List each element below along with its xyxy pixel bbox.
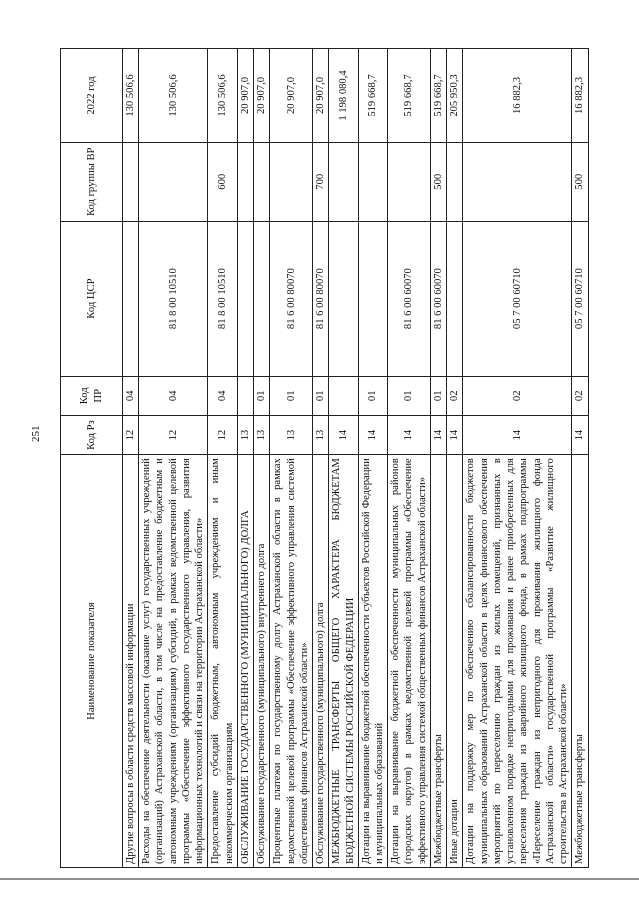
cell-year: 519 668,7 xyxy=(388,49,431,143)
cell-year: 16 882,3 xyxy=(572,49,588,143)
cell-year: 20 907,0 xyxy=(313,49,329,143)
cell-csr xyxy=(447,221,463,376)
table-row xyxy=(313,49,329,868)
table-row xyxy=(447,49,463,868)
cell-vr xyxy=(329,142,358,221)
cell-vr xyxy=(447,142,463,221)
cell-name: Другие вопросы в области средств массовой информации xyxy=(123,455,139,868)
cell-vr xyxy=(139,142,208,221)
cell-rz: 13 xyxy=(313,415,329,454)
cell-year: 20 907,0 xyxy=(237,49,253,143)
cell-year: 20 907,0 xyxy=(270,49,313,143)
cell-name: ОБСЛУЖИВАНИЕ ГОСУДАРСТВЕННОГО (МУНИЦИПАЛЬНОГО) ДОЛГА xyxy=(237,455,253,868)
cell-vr xyxy=(270,142,313,221)
cell-name: Дотации на выравнивание бюджетной обеспеченности субъектов Российской Федерации и муниципальных образований xyxy=(358,455,387,868)
cell-pr: 02 xyxy=(463,376,572,415)
cell-year: 519 668,7 xyxy=(430,49,446,143)
cell-pr: 01 xyxy=(270,376,313,415)
budget-table xyxy=(60,48,589,868)
table-row xyxy=(463,49,572,868)
scan-edge-line xyxy=(0,878,639,880)
rotated-table-wrapper xyxy=(60,48,586,868)
cell-csr: 81 8 00 10510 xyxy=(208,221,237,376)
cell-rz: 13 xyxy=(254,415,270,454)
header-csr: Код ЦСР xyxy=(61,221,123,376)
cell-year: 130 506,6 xyxy=(139,49,208,143)
cell-csr xyxy=(254,221,270,376)
cell-vr: 700 xyxy=(313,142,329,221)
table-row xyxy=(270,49,313,868)
cell-pr: 01 xyxy=(254,376,270,415)
cell-csr: 81 8 00 10510 xyxy=(139,221,208,376)
cell-year: 205 950,3 xyxy=(447,49,463,143)
cell-rz: 14 xyxy=(572,415,588,454)
cell-pr: 01 xyxy=(430,376,446,415)
cell-name: Иные дотации xyxy=(447,455,463,868)
cell-csr: 81 6 00 60070 xyxy=(388,221,431,376)
cell-name: Межбюджетные трансферты xyxy=(430,455,446,868)
cell-rz: 14 xyxy=(388,415,431,454)
cell-vr: 600 xyxy=(208,142,237,221)
cell-name: Расходы на обеспечение деятельности (оказание услуг) государственных учреждений (организаций) Астраханской области, в том числе на предоставление бюджетным и автономным учреждениям (организациям) субсидий, в рамках ведомственной целевой программы «Обеспечение эффективного государственного управления, развития информационных технологий и связи на территории Астраханской области» xyxy=(139,455,208,868)
cell-pr xyxy=(237,376,253,415)
cell-year: 130 506,6 xyxy=(208,49,237,143)
table-row xyxy=(388,49,431,868)
cell-pr: 01 xyxy=(358,376,387,415)
cell-vr xyxy=(388,142,431,221)
table-row xyxy=(430,49,446,868)
table-row xyxy=(123,49,139,868)
cell-year: 1 198 080,4 xyxy=(329,49,358,143)
cell-csr: 81 6 00 60070 xyxy=(430,221,446,376)
cell-vr: 500 xyxy=(430,142,446,221)
cell-rz: 14 xyxy=(447,415,463,454)
header-rz: Код Рз xyxy=(61,415,123,454)
cell-csr xyxy=(123,221,139,376)
cell-csr: 81 6 00 80070 xyxy=(313,221,329,376)
cell-vr xyxy=(358,142,387,221)
cell-name: Дотации на выравнивание бюджетной обеспеченности муниципальных районов (городских округов) в рамках ведомственной целевой программы «Обеспечение эффективного управления системой общественных финансов Астраханской области» xyxy=(388,455,431,868)
cell-pr: 02 xyxy=(572,376,588,415)
cell-rz: 14 xyxy=(463,415,572,454)
table-row xyxy=(254,49,270,868)
cell-pr: 01 xyxy=(388,376,431,415)
cell-name: Обслуживание государственного (муниципального) долга xyxy=(313,455,329,868)
cell-pr: 04 xyxy=(208,376,237,415)
cell-csr xyxy=(358,221,387,376)
page-number: 251 xyxy=(30,425,42,442)
cell-rz: 12 xyxy=(123,415,139,454)
table-row xyxy=(139,49,208,868)
header-name: Наименование показателя xyxy=(61,455,123,868)
cell-csr xyxy=(237,221,253,376)
cell-name: Дотации на поддержку мер по обеспечению сбалансированности бюджетов муниципальных образований Астраханской области в целях финансового обеспечения мероприятий по переселению граждан из жилых помещений, признанных в установленном порядке непригодными для проживания и ранее приобретенных для переселения граждан из аварийного жилищного фонда, в рамках подпрограммы «Переселение граждан из непригодного для проживания жилищного фонда Астраханской области» государственной программы «Развитие жилищного строительства в Астраханской области» xyxy=(463,455,572,868)
cell-csr: 05 7 00 60710 xyxy=(572,221,588,376)
cell-name: Обслуживание государственного (муниципального) внутреннего долга xyxy=(254,455,270,868)
cell-rz: 12 xyxy=(208,415,237,454)
cell-csr: 81 6 00 80070 xyxy=(270,221,313,376)
header-vr: Код группы ВР xyxy=(61,142,123,221)
table-row xyxy=(208,49,237,868)
cell-pr: 02 xyxy=(447,376,463,415)
cell-year: 20 907,0 xyxy=(254,49,270,143)
cell-name: Процентные платежи по государственному долгу Астраханской области в рамках ведомственной целевой программы «Обеспечение эффективного управления системой общественных финансов Астраханской области» xyxy=(270,455,313,868)
cell-pr: 04 xyxy=(139,376,208,415)
table-row xyxy=(358,49,387,868)
table-row xyxy=(572,49,588,868)
cell-name: МЕЖБЮДЖЕТНЫЕ ТРАНСФЕРТЫ ОБЩЕГО ХАРАКТЕРА БЮДЖЕТАМ БЮДЖЕТНОЙ СИСТЕМЫ РОССИЙСКОЙ ФЕДЕРАЦИИ xyxy=(329,455,358,868)
header-year: 2022 год xyxy=(61,49,123,143)
cell-pr: 01 xyxy=(313,376,329,415)
cell-vr xyxy=(237,142,253,221)
cell-vr xyxy=(123,142,139,221)
cell-rz: 13 xyxy=(237,415,253,454)
cell-vr xyxy=(254,142,270,221)
header-pr: Код ПР xyxy=(61,376,123,415)
cell-year: 16 882,3 xyxy=(463,49,572,143)
table-row xyxy=(237,49,253,868)
cell-csr xyxy=(329,221,358,376)
cell-rz: 14 xyxy=(430,415,446,454)
cell-year: 130 506,6 xyxy=(123,49,139,143)
cell-name: Межбюджетные трансферты xyxy=(572,455,588,868)
cell-year: 519 668,7 xyxy=(358,49,387,143)
cell-vr xyxy=(463,142,572,221)
cell-pr: 04 xyxy=(123,376,139,415)
cell-vr: 500 xyxy=(572,142,588,221)
cell-rz: 14 xyxy=(329,415,358,454)
cell-csr: 05 7 00 60710 xyxy=(463,221,572,376)
cell-rz: 14 xyxy=(358,415,387,454)
cell-rz: 12 xyxy=(139,415,208,454)
table-row xyxy=(329,49,358,868)
cell-name: Предоставление субсидий бюджетным, автономным учреждениям и иным некоммерческим организациям xyxy=(208,455,237,868)
cell-pr xyxy=(329,376,358,415)
cell-rz: 13 xyxy=(270,415,313,454)
